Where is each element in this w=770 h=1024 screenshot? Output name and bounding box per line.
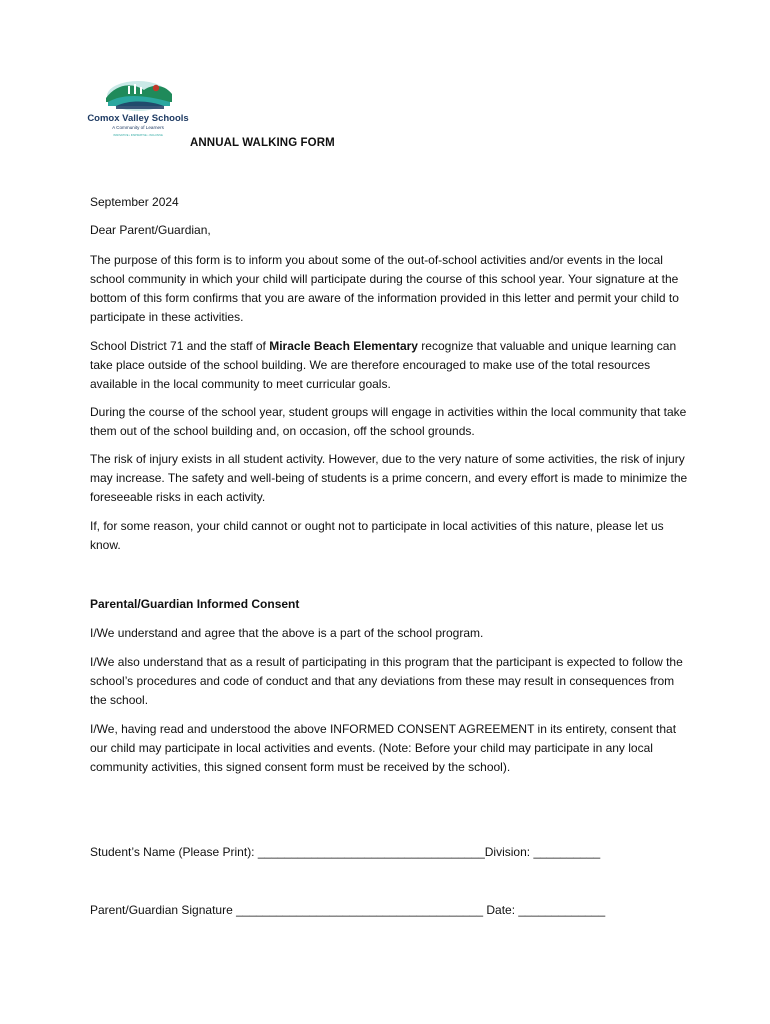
logo-tagline: A Community of Learners	[112, 125, 164, 130]
salutation: Dear Parent/Guardian,	[90, 223, 211, 237]
school-district-logo	[87, 76, 189, 142]
consent-paragraph-1: I/We understand and agree that the above is a part of the school program.	[90, 626, 484, 640]
date-field[interactable]: Date: _____________	[483, 903, 606, 917]
form-title: ANNUAL WALKING FORM	[190, 137, 335, 149]
consent-paragraph-2: I/We also understand that as a result of participating in this program that the participant is expected to follow the school’s procedures and code of conduct and that any deviations from these may result in consequences from the school.	[90, 655, 683, 707]
district-paragraph	[90, 337, 690, 394]
risk-paragraph: The risk of injury exists in all student activity. However, due to the very nature of some activities, the risk of injury may increase. The safety and well-being of students is a prime concern, and every effort is made to minimize the foreseeable risks in each activity.	[90, 452, 688, 504]
district-text-end: recognize that valuable and unique learning can take place outside of the school building. We are therefore encouraged to make use of the total resources available in the local community to meet curricular goals.	[90, 339, 677, 391]
consent-paragraph-3: I/We, having read and understood the above INFORMED CONSENT AGREEMENT in its entirety, consent that our child may participate in local activities and events. (Note: Before your child may participate in any local community activities, this signed consent form must be received by the school).	[90, 722, 677, 774]
logo-name: Comox Valley Schools	[87, 113, 189, 124]
school-name: Miracle Beach Elementary	[269, 339, 418, 353]
division-field[interactable]: Division: __________	[484, 845, 601, 859]
activities-paragraph: During the course of the school year, student groups will engage in activities within the local community that take them out of the school building and, on occasion, off the school grounds.	[90, 405, 687, 438]
consent-heading: Parental/Guardian Informed Consent	[90, 597, 300, 611]
district-text-start: School District 71 and the staff of	[90, 339, 270, 353]
letter-date: September 2024	[90, 195, 179, 209]
parent-signature-field[interactable]: Parent/Guardian Signature _____________________________________	[90, 903, 484, 917]
parent-signature-row	[90, 903, 605, 917]
logo-values: INNOVATIVE • INSPIRATIVE • INCLUSIVE	[113, 134, 163, 137]
purpose-paragraph: The purpose of this form is to inform you about some of the out-of-school activities and/or events in the local school community in which your child will participate during the course of this school year. Your signature at the bottom of this form confirms that you are aware of the information provided in this letter and permit your child to participate in these activities.	[90, 253, 679, 324]
student-name-field[interactable]: Student’s Name (Please Print): __________________________________	[90, 845, 485, 859]
opt-out-paragraph: If, for some reason, your child cannot or ought not to participate in local activities of this nature, please let us know.	[90, 519, 664, 552]
student-name-row	[90, 845, 600, 859]
